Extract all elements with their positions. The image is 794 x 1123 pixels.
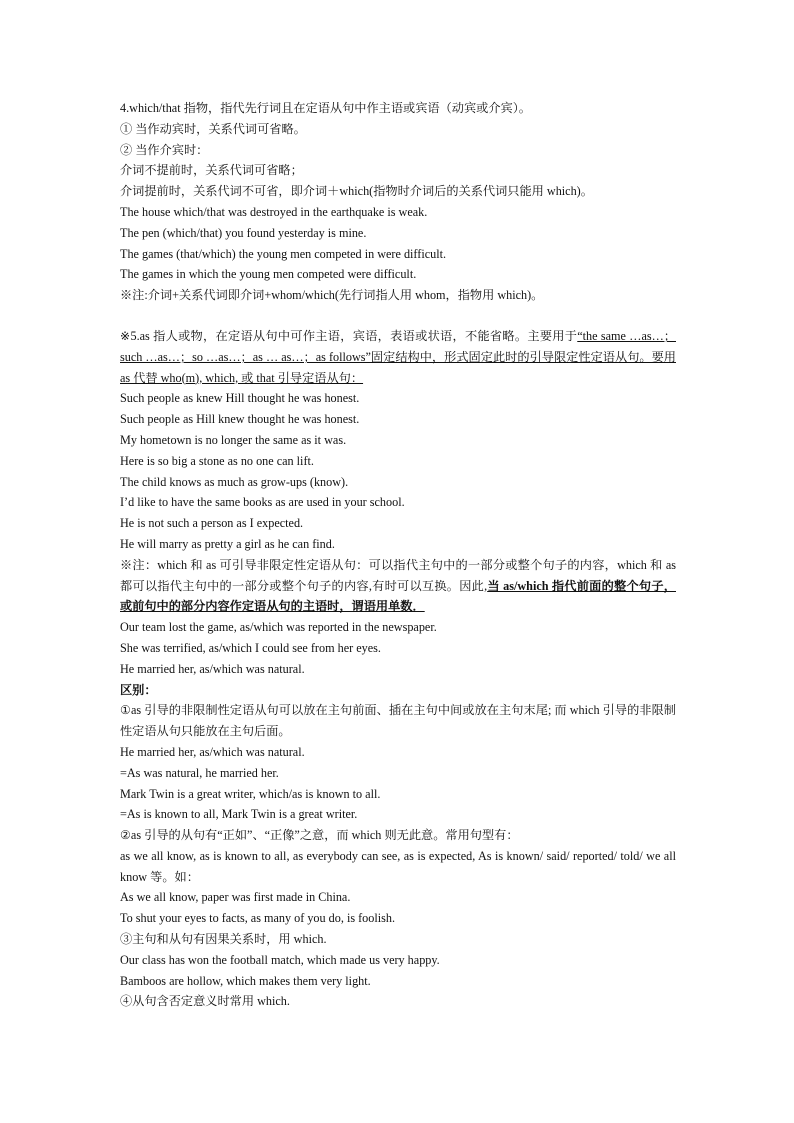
difference-point-4: ④从句含否定意义时常用 which. [120,994,290,1009]
difference-point-2: ②as 引导的从句有“正如”、“正像”之意，而 which 则无此意。常用句型有： [120,828,519,843]
example-sentence: =As is known to all, Mark Twin is a great writer. [120,807,358,822]
example-sentence: Mark Twin is a great writer, which/as is known to all. [120,786,381,801]
difference-point-3: ③主句和从句有因果关系时，用 which. [120,932,327,947]
example-sentence: Our class has won the football match, which made us very happy. [120,952,440,967]
difference-point-1: ①as 引导的非限制性定语从句可以放在主句前面、插在主句中间或放在主句末尾; 而 which 引导的非限制性定语从句只能放在主句后面。 [120,703,676,739]
example-sentence: My hometown is no longer the same as it was. [120,432,347,447]
difference-heading: 区别： [120,682,157,697]
example-sentence: The pen (which/that) you found yesterday is mine. [120,225,367,240]
section-5-intro-underlined: “the same …as…；such …as…；so …as…；as … as…；as follows”固定结构中，形式固定此时的引导限定性定语从句。要用 as 代替 who(m), which, 或 that 引导定语从句： [120,328,676,385]
example-sentence: The games in which the young men competed were difficult. [120,267,417,282]
rule-preposition-fronted: 介词提前时，关系代词不可省，即介词＋which(指物时介词后的关系代词只能用 which)。 [120,184,593,199]
example-sentence: To shut your eyes to facts, as many of you do, is foolish. [120,911,396,926]
example-sentence: Here is so big a stone as no one can lift. [120,453,314,468]
example-sentence: He is not such a person as I expected. [120,516,304,531]
example-sentence: He married her, as/which was natural. [120,744,305,759]
example-sentence: He married her, as/which was natural. [120,661,305,676]
example-sentence: He will marry as pretty a girl as he can find. [120,536,335,551]
blank-line [120,306,676,326]
document-body [120,98,676,1012]
rule-object-of-preposition: ② 当作介宾时： [120,142,209,157]
example-sentence: The games (that/which) the young men competed in were difficult. [120,246,447,261]
as-which-note-lead: ※注：which 和 as 可引导非限定性定语从句：可以指代主句中的一部分或整个句子的内容，which 和 as 都可以指代主句中的一部分或整个句子的内容,有时可以互换。因此, [120,557,676,593]
example-sentence: Bamboos are hollow, which makes them very light. [120,973,371,988]
as-which-note-emphasis: 当 as/which 指代前面的整个句子，或前句中的部分内容作定语从句的主语时，谓语用单数． [120,578,676,614]
example-sentence: Our team lost the game, as/which was reported in the newspaper. [120,620,437,635]
example-sentence: The house which/that was destroyed in the earthquake is weak. [120,204,428,219]
section-5-intro-lead: ※5.as 指人或物，在定语从句中可作主语，宾语，表语或状语，不能省略。主要用于 [120,328,578,343]
example-sentence: She was terrified, as/which I could see from her eyes. [120,640,381,655]
section-5-intro [120,326,676,388]
example-sentence: Such people as knew Hill thought he was honest. [120,391,360,406]
rule-object-of-verb: ① 当作动宾时，关系代词可省略。 [120,121,306,136]
rule-preposition-not-fronted: 介词不提前时，关系代词可省略； [120,163,303,178]
common-patterns: as we all know, as is known to all, as everybody can see, as is expected, As is known/ said/ reported/ told/ we all know 等。如： [120,848,676,884]
as-which-note [120,555,676,617]
example-sentence: Such people as Hill knew thought he was honest. [120,412,360,427]
example-sentence: As we all know, paper was first made in China. [120,890,351,905]
example-sentence: =As was natural, he married her. [120,765,279,780]
note-line: ※注:介词+关系代词即介词+whom/which(先行词指人用 whom，指物用 which)。 [120,288,544,303]
example-sentence: The child knows as much as grow-ups (know). [120,474,349,489]
section-4-heading: 4.which/that 指物，指代先行词且在定语从句中作主语或宾语（动宾或介宾）。 [120,101,531,115]
example-sentence: I’d like to have the same books as are used in your school. [120,495,405,510]
